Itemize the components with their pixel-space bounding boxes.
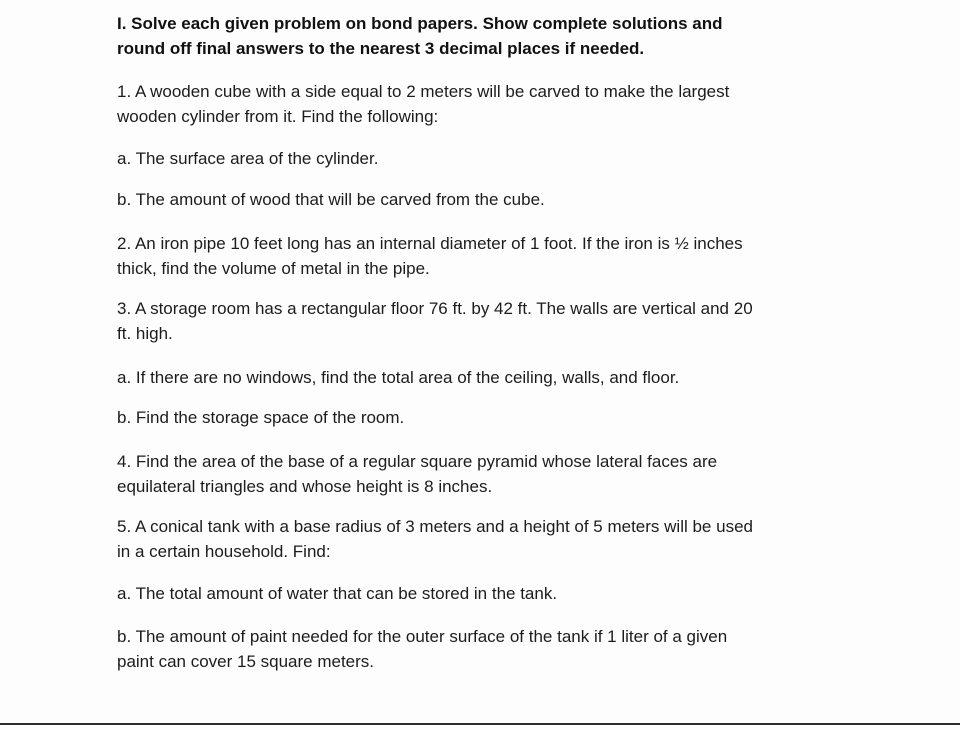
heading-line-1: I. Solve each given problem on bond papers. Show complete solutions and: [117, 14, 723, 33]
problem-5-line-2: in a certain household. Find:: [117, 542, 331, 561]
problem-1a-text: a. The surface area of the cylinder.: [117, 149, 379, 168]
problem-4-line-1: 4. Find the area of the base of a regular square pyramid whose lateral faces are: [117, 452, 718, 471]
problem-3b: [117, 405, 877, 430]
problem-5-line-1: 5. A conical tank with a base radius of 3 meters and a height of 5 meters will be used: [117, 517, 753, 536]
problem-1b-text: b. The amount of wood that will be carved from the cube.: [117, 190, 545, 209]
problem-1-line-2: wooden cylinder from it. Find the following:: [117, 107, 439, 126]
problem-2-line-1: 2. An iron pipe 10 feet long has an internal diameter of 1 foot. If the iron is ½ inches: [117, 234, 743, 253]
problem-4-line-2: equilateral triangles and whose height is 8 inches.: [117, 477, 493, 496]
instructions-heading: [117, 11, 877, 61]
problem-1b: [117, 187, 877, 212]
problem-1: [117, 79, 877, 129]
bottom-divider: [0, 723, 960, 725]
problem-5a-text: a. The total amount of water that can be stored in the tank.: [117, 584, 558, 603]
problem-5b-line-2: paint can cover 15 square meters.: [117, 652, 375, 671]
heading-line-2: round off final answers to the nearest 3 decimal places if needed.: [117, 39, 645, 58]
problem-3a: [117, 365, 877, 390]
problem-1a: [117, 146, 877, 171]
problem-5a: [117, 581, 877, 606]
problem-3b-text: b. Find the storage space of the room.: [117, 408, 405, 427]
problem-5b-line-1: b. The amount of paint needed for the outer surface of the tank if 1 liter of a given: [117, 627, 728, 646]
problem-1-line-1: 1. A wooden cube with a side equal to 2 meters will be carved to make the largest: [117, 82, 730, 101]
problem-2-line-2: thick, find the volume of metal in the pipe.: [117, 259, 430, 278]
problem-5b: [117, 624, 877, 674]
problem-4: [117, 449, 877, 499]
problem-3-line-1: 3. A storage room has a rectangular floor 76 ft. by 42 ft. The walls are vertical and 20: [117, 299, 753, 318]
problem-5: [117, 514, 877, 564]
problem-3: [117, 296, 877, 346]
problem-2: [117, 231, 877, 281]
problem-3a-text: a. If there are no windows, find the total area of the ceiling, walls, and floor.: [117, 368, 680, 387]
problem-3-line-2: ft. high.: [117, 324, 173, 343]
